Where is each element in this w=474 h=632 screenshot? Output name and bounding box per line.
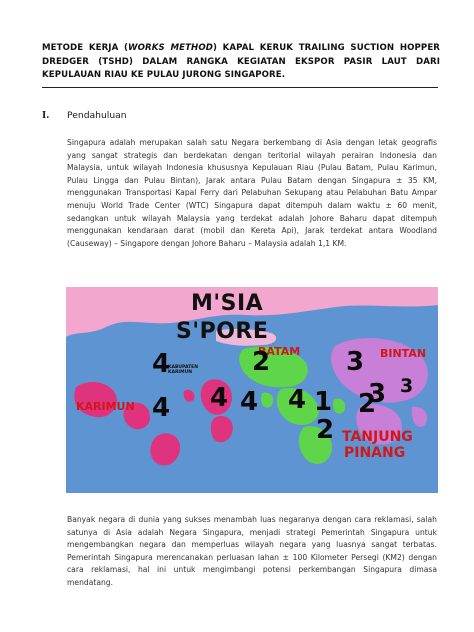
title-part-2: ) KAPAL KERUK TRAILING SUCTION HOPPER DREDGER (TSHD) DALAM RANGKA KEGIATAN EKSPOR PASIR LAUT DARI KEPULAUAN RIAU KE PULAU JURONG SINGAPORE. [42,43,441,80]
zone-number: 3 [400,375,414,397]
label-malaysia: M'SIA [191,291,264,316]
zone-number: 2 [358,389,377,419]
zone-number: 4 [152,393,171,423]
label-batam: BATAM [258,345,301,358]
green-islet-1 [261,393,273,408]
green-islet-2 [333,399,345,414]
label-singapore: S'PORE [176,319,269,344]
zone-number: 2 [252,347,271,377]
label-karimun: KARIMUN [76,400,135,413]
zone-number: 4 [240,387,259,417]
zone-number: 4 [210,383,229,413]
label-tanjung: TANJUNG [342,429,413,445]
label-kabupaten-line1: KABUPATEN [168,365,198,370]
reclamation-paragraph: Banyak negara di dunia yang sukses menambah luas negaranya dengan cara reklamasi, salah satunya di Asia adalah Negara Singapura, menjadi strategi Pemerintah Singapura untuk mengembangkan negara dan memperluas wilayah negara yang luasnya sangat terbatas. Pemerintah Singapura merencanakan perluasan lahan ± 100 Kilometer Persegi (KM2) dengan cara reklamasi, hal ini untuk mengimbangi potensi perkembangan Singapura dimasa mendatang. [67,515,437,587]
title-part-1: METODE KERJA ( [42,43,129,53]
islet-1 [184,390,195,402]
label-kabupaten-line2: KARIMUN [168,370,193,375]
zone-number: 4 [152,349,171,379]
title-divider [42,87,438,88]
section-number: I. [42,111,50,121]
riau-islands-map [66,287,438,493]
zone-number: 3 [368,379,387,409]
zone-number: 4 [288,385,307,415]
kundur-island-south [211,416,233,442]
document-title [42,42,440,83]
label-kabupaten [168,365,198,375]
bintan-islet [412,407,427,427]
karimun-island-south [150,433,180,465]
title-italic-works-method: WORKS METHOD [128,43,213,53]
intro-paragraph: Singapura adalah merupakan salah satu Negara berkembang di Asia dengan letak geografis yang sangat strategis dan berdekatan dengan teritorial wilayah perairan Indonesia dan Malaysia, untuk wilayah Indonesia khususnya Kepulauan Riau (Pulau Batam, Pulau Karimun, Pulau Lingga dan Pulau Bintan), Jarak antara Pulau Batam dengan Singapura ± 35 KM, menggunakan Transportasi Kapal Ferry dari Pelabuhan Sekupang atau Pelabuhan Batu Ampar menuju World Trade Center (WTC) Singapura dapat ditempuh dalam waktu ± 60 menit, sedangkan untuk wilayah Malaysia yang terdekat adalah Johore Baharu dapat ditempuh menggunakan kendaraan darat (mobil dan Kereta Api), Jarak terdekat antara Woodland (Causeway) – Singapore dengan Johore Baharu – Malaysia adalah 1,1 KM. [67,138,437,248]
label-pinang: PINANG [344,445,406,461]
section-heading: Pendahuluan [67,110,127,121]
zone-number: 1 [314,387,333,417]
zone-number: 3 [346,347,365,377]
zone-number: 2 [316,415,335,445]
label-bintan: BINTAN [380,347,427,360]
